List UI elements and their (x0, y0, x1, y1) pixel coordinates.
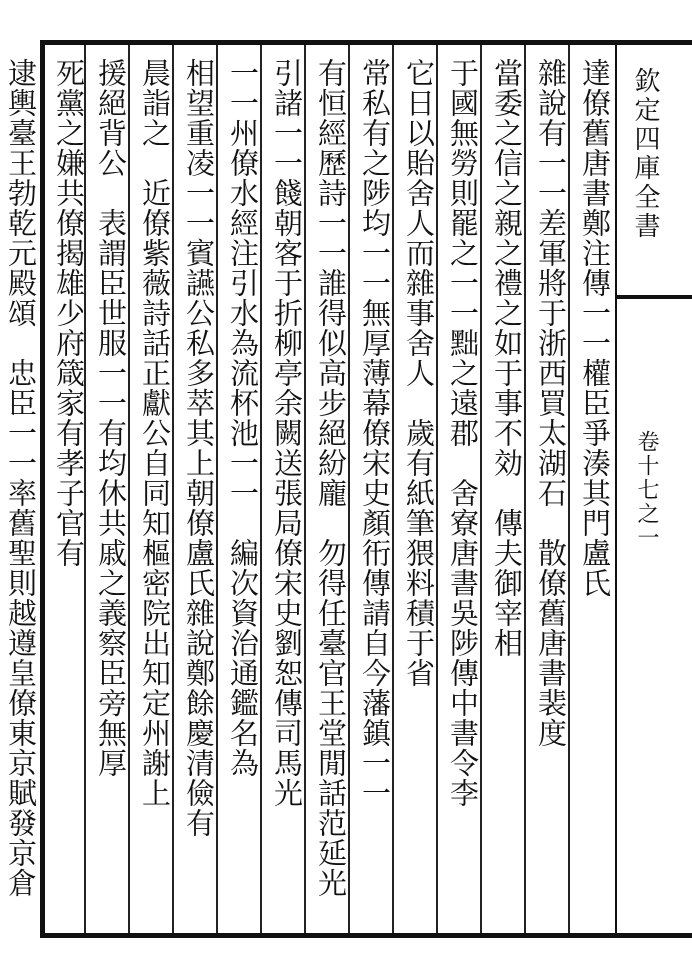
text-column-11: 晨詣之 近僚紫薇詩話正獻公自同知樞密院出知定州謝上 (138, 58, 172, 808)
text-column-6: 常私有之陟均一一無厚薄幕僚宋史顏衎傳請自今藩鎮一一 (358, 58, 392, 808)
volume-label: 卷十七之一 (634, 430, 659, 550)
header-divider (617, 295, 692, 299)
text-column-2: 雜說有一一差軍將于浙西買太湖石 散僚舊唐書裴度 (534, 58, 568, 748)
text-column-7: 有恒經歷詩一一誰得似高步絕紛龐 勿得任臺官王堂閒話范延光 (314, 58, 348, 898)
text-column-5: 它日以貽舍人而雜事舍人 歲有紙筆猥料積于省 (402, 58, 436, 688)
text-column-3: 當委之信之親之禮之如于事不効 傳夫御宰相 (490, 58, 524, 658)
text-column-8: 引諸一一餞朝客于折柳亭余闕送張局僚宋史劉恕傳司馬光 (270, 58, 304, 808)
book-title: 欽定四庫全書 (630, 67, 660, 241)
text-column-1: 達僚舊唐書鄭注傳一一權臣爭湊其門盧氏 (578, 58, 612, 598)
header-column (615, 45, 692, 935)
text-column-10: 相望重凌一一賓讌公私多萃其上朝僚盧氏雜說鄭餘慶清儉有 (182, 58, 216, 838)
text-column-9: 一一州僚水經注引水為流杯池一一 編次資治通鑑名為 (226, 58, 260, 778)
text-column-12: 援絕背公 表謂臣世服一一有均休共戚之義察臣旁無厚 (94, 58, 128, 778)
text-column-13: 死黨之嫌共僚揭雄少府箴家有孝子官有 (52, 58, 86, 568)
text-column-4: 于國無勞則罷之一一黜之遠郡 舍寮唐書吳陟傳中書令李 (446, 58, 480, 808)
text-column-14: 逮輿臺王勃乾元殿頌 忠臣一一率舊聖則越遵皇僚東京賦發京倉 (4, 58, 38, 898)
